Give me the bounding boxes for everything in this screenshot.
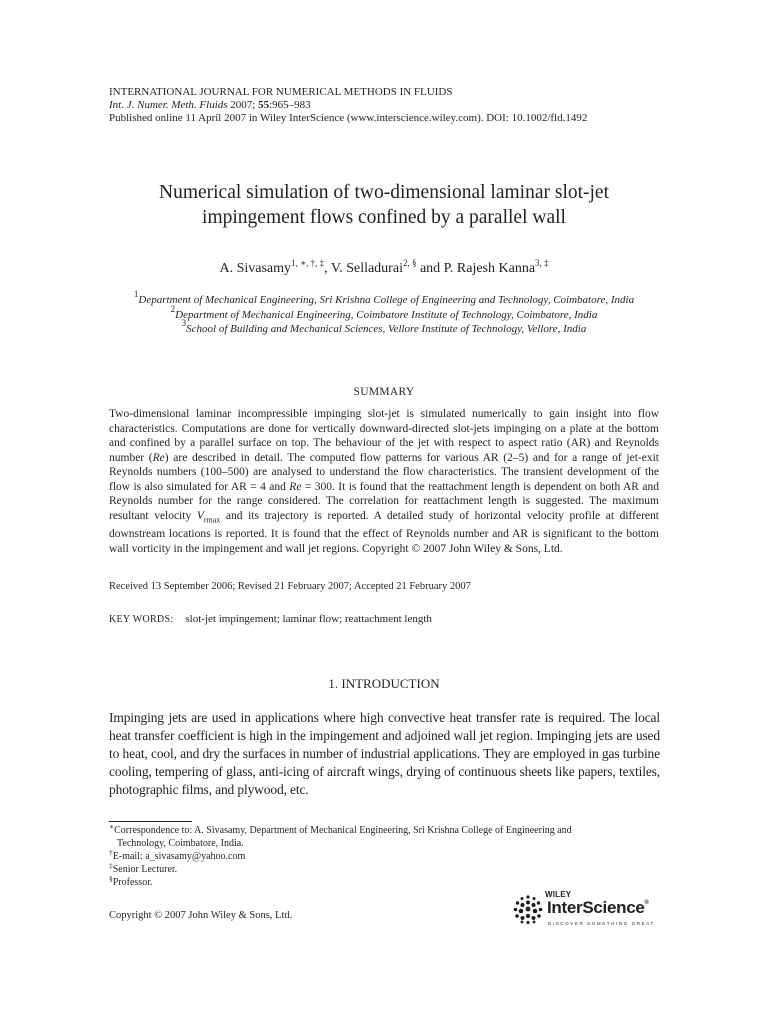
footnote-divider	[109, 821, 192, 822]
footnote-professor: §Professor.	[109, 874, 153, 888]
footnotes	[109, 824, 660, 889]
affiliations	[60, 289, 708, 337]
footnote-email: †E-mail: a_sivasamy@yahoo.com	[109, 848, 246, 862]
journal-header	[109, 86, 587, 125]
affiliation-2: $^2$Department of Mechanical Engineering, Coimbatore Institute of Technology, Coimbatore, India	[170, 303, 598, 321]
keywords-text: slot-jet impingement; laminar flow; reattachment length	[185, 613, 432, 625]
logo-wiley-wordmark: WILEY	[545, 890, 572, 899]
author-list: A. Sivasamy$^{1, ∗, \dagger, \ddagger}$, V. Selladurai$^{2, \S}$ and P. Rajesh Kanna$^{3, \ddagger}$	[219, 258, 549, 276]
affiliation-3: $^3$School of Building and Mechanical Sciences, Vellore Institute of Technology, Vellore, India	[181, 318, 587, 335]
copyright-notice: Copyright © 2007 John Wiley & Sons, Ltd.	[109, 910, 293, 921]
affiliation-1: $^1$Department of Mechanical Engineering, Sri Krishna College of Engineering and Technology, Coimbatore, India	[133, 289, 635, 306]
paper-title: Numerical simulation of two-dimensional laminar slot-jet impingement flows confined by a parallel wall	[158, 182, 610, 228]
received-dates: Received 13 September 2006; Revised 21 February 2007; Accepted 21 February 2007	[109, 581, 471, 592]
logo-tagline: DISCOVER SOMETHING GREAT	[548, 921, 655, 926]
keywords-label: KEY WORDS:	[109, 614, 174, 625]
summary-heading: SUMMARY	[353, 386, 415, 398]
interscience-sphere-icon	[512, 894, 544, 926]
logo-interscience-wordmark: InterScience®	[547, 898, 649, 917]
wiley-interscience-logo	[512, 890, 662, 930]
citation-line: Int. J. Numer. Meth. Fluids 2007; 55:965–983	[109, 99, 311, 111]
introduction-paragraph: Impinging jets are used in applications where high convective heat transfer rate is required. The local heat transfer coefficient is high in the impingement and adjoined wall jet region. Impinging jets are used to heat, cool, and dry the surfaces in number of industrial applications. They are employed in gas turbine cooling, tempering of glass, anti-icing of aircraft wings, drying of continuous sheets like papers, textiles, photographic films, and plywood, etc.	[109, 710, 660, 797]
keywords	[109, 613, 432, 625]
footnote-correspondence-cont: Technology, Coimbatore, India.	[117, 838, 244, 849]
citation-journal: Int. J. Numer. Meth. Fluids	[109, 99, 228, 111]
summary-text: Two-dimensional laminar incompressible impinging slot-jet is simulated numerically to gain insight into flow characteristics. Computations are done for vertically downward-directed slot-jets impinging on a plate at the bottom and confined by a parallel surface on top. The behaviour of the jet with respect to aspect ratio (AR) and Reynolds number (Re) are described in detail. The computed flow patterns for various AR (2–5) and for a range of jet-exit Reynolds numbers (100–500) are analysed to understand the flow characteristics. The transient development of the flow is also simulated for AR = 4 and Re = 300. It is found that the reattachment length is dependent on both AR and Reynolds number for the range considered. The correlation for reattachment length is suggested. The maximum resultant velocity $V_{rmax}$ and its trajectory is reported. A detailed study of horizontal velocity profile at different downstream locations is reported. It is found that the effect of Reynolds number and AR is significant to the bottom wall vorticity in the impingement and wall jet regions. Copyright © 2007 John Wiley & Sons, Ltd.	[109, 408, 659, 555]
publication-line: Published online 11 April 2007 in Wiley InterScience (www.interscience.wiley.com). DOI: 10.1002/fld.1492	[109, 112, 588, 124]
citation-volume: 55	[258, 99, 270, 111]
journal-name: INTERNATIONAL JOURNAL FOR NUMERICAL METHODS IN FLUIDS	[109, 86, 453, 98]
footnote-senior-lecturer: ‡Senior Lecturer.	[109, 861, 178, 875]
section-heading-introduction: 1. INTRODUCTION	[328, 676, 440, 691]
footnote-correspondence: ∗Correspondence to: A. Sivasamy, Department of Mechanical Engineering, Sri Krishna College of Engineering and	[109, 822, 572, 836]
